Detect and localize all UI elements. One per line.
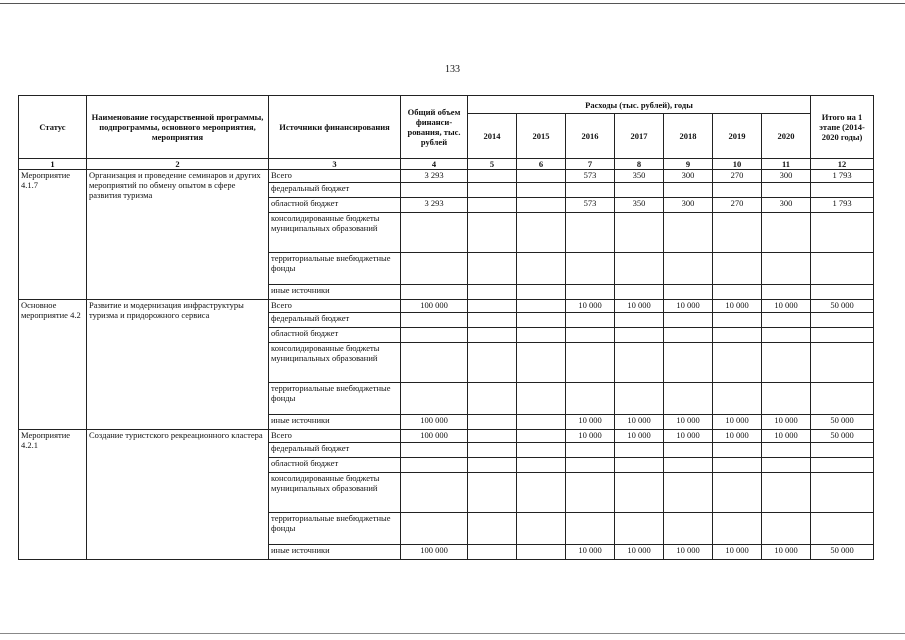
cell-year-value: 350 <box>615 170 664 183</box>
cell-total <box>401 183 468 198</box>
cell-year-value <box>517 343 566 383</box>
cell-year-value: 10 000 <box>615 415 664 430</box>
column-index: 5 <box>468 159 517 170</box>
cell-stage-total <box>811 513 874 545</box>
cell-year-value <box>517 430 566 443</box>
cell-year-value <box>517 285 566 300</box>
header-year: 2015 <box>517 114 566 159</box>
cell-stage-total <box>811 343 874 383</box>
funding-source: областной бюджет <box>269 198 401 213</box>
cell-year-value: 10 000 <box>713 545 762 560</box>
cell-year-value: 573 <box>566 198 615 213</box>
cell-year-value <box>762 285 811 300</box>
cell-year-value <box>762 383 811 415</box>
cell-year-value <box>517 313 566 328</box>
cell-year-value <box>566 285 615 300</box>
row-status: Мероприятие 4.1.7 <box>19 170 87 300</box>
cell-year-value <box>713 213 762 253</box>
cell-year-value <box>615 313 664 328</box>
cell-stage-total: 50 000 <box>811 430 874 443</box>
cell-year-value <box>468 198 517 213</box>
cell-year-value: 10 000 <box>762 300 811 313</box>
cell-year-value <box>517 383 566 415</box>
funding-source: территориальные внебюджетные фонды <box>269 383 401 415</box>
row-name: Организация и проведение семинаров и других мероприятий по обмену опытом в сфере развития туризма <box>87 170 269 300</box>
cell-year-value <box>468 443 517 458</box>
cell-year-value <box>566 328 615 343</box>
cell-year-value <box>517 473 566 513</box>
cell-year-value: 10 000 <box>713 300 762 313</box>
cell-total <box>401 513 468 545</box>
cell-year-value <box>517 198 566 213</box>
cell-stage-total: 50 000 <box>811 300 874 313</box>
cell-year-value: 10 000 <box>566 430 615 443</box>
cell-stage-total <box>811 328 874 343</box>
header-stage-total: Итого на 1 этапе (2014-2020 годы) <box>811 96 874 159</box>
header-name: Наименование государственной программы, подпрограммы, основного мероприятия, мероприятия <box>87 96 269 159</box>
cell-year-value: 10 000 <box>615 430 664 443</box>
cell-year-value <box>468 328 517 343</box>
cell-year-value: 10 000 <box>762 545 811 560</box>
cell-year-value <box>566 443 615 458</box>
cell-stage-total: 1 793 <box>811 198 874 213</box>
row-name: Развитие и модернизация инфраструктуры туризма и придорожного сервиса <box>87 300 269 430</box>
header-year: 2018 <box>664 114 713 159</box>
cell-year-value: 300 <box>762 198 811 213</box>
cell-year-value <box>517 545 566 560</box>
cell-year-value <box>713 183 762 198</box>
cell-stage-total: 50 000 <box>811 415 874 430</box>
cell-stage-total <box>811 473 874 513</box>
header-year: 2019 <box>713 114 762 159</box>
cell-year-value <box>615 253 664 285</box>
cell-year-value <box>468 313 517 328</box>
cell-year-value: 270 <box>713 170 762 183</box>
row-status: Основное мероприятие 4.2 <box>19 300 87 430</box>
cell-year-value <box>664 328 713 343</box>
funding-source: территориальные внебюджетные фонды <box>269 513 401 545</box>
cell-total: 100 000 <box>401 545 468 560</box>
cell-year-value <box>468 253 517 285</box>
header-status: Статус <box>19 96 87 159</box>
funding-source: Всего <box>269 430 401 443</box>
cell-year-value: 10 000 <box>713 415 762 430</box>
cell-year-value <box>517 328 566 343</box>
cell-year-value <box>517 253 566 285</box>
cell-total: 100 000 <box>401 415 468 430</box>
cell-year-value <box>468 473 517 513</box>
cell-total <box>401 383 468 415</box>
cell-year-value: 350 <box>615 198 664 213</box>
cell-total <box>401 343 468 383</box>
cell-stage-total: 1 793 <box>811 170 874 183</box>
cell-year-value: 10 000 <box>566 300 615 313</box>
cell-year-value <box>762 253 811 285</box>
cell-year-value: 10 000 <box>664 300 713 313</box>
cell-year-value: 10 000 <box>615 300 664 313</box>
cell-year-value <box>468 300 517 313</box>
funding-source: федеральный бюджет <box>269 313 401 328</box>
cell-year-value <box>468 430 517 443</box>
cell-year-value: 300 <box>664 198 713 213</box>
cell-year-value <box>468 545 517 560</box>
header-year: 2016 <box>566 114 615 159</box>
funding-source: иные источники <box>269 545 401 560</box>
cell-year-value: 10 000 <box>762 415 811 430</box>
cell-year-value: 10 000 <box>762 430 811 443</box>
column-index: 9 <box>664 159 713 170</box>
cell-year-value <box>615 183 664 198</box>
cell-year-value <box>713 458 762 473</box>
cell-year-value <box>713 343 762 383</box>
column-index: 3 <box>269 159 401 170</box>
column-index: 12 <box>811 159 874 170</box>
cell-year-value <box>566 458 615 473</box>
cell-total <box>401 253 468 285</box>
header-total: Общий объем финанси-рования, тыс. рублей <box>401 96 468 159</box>
cell-year-value: 10 000 <box>664 430 713 443</box>
funding-source: Всего <box>269 170 401 183</box>
funding-source: консолидированные бюджеты муниципальных образований <box>269 473 401 513</box>
cell-stage-total: 50 000 <box>811 545 874 560</box>
cell-year-value <box>762 343 811 383</box>
cell-year-value <box>615 343 664 383</box>
cell-year-value <box>762 443 811 458</box>
cell-year-value <box>664 513 713 545</box>
cell-year-value: 10 000 <box>664 415 713 430</box>
cell-year-value: 573 <box>566 170 615 183</box>
column-index: 7 <box>566 159 615 170</box>
bottom-scan-border <box>0 633 905 634</box>
table-body <box>19 170 874 560</box>
cell-year-value <box>664 443 713 458</box>
cell-total <box>401 443 468 458</box>
cell-year-value <box>566 383 615 415</box>
cell-year-value <box>468 383 517 415</box>
cell-year-value <box>664 383 713 415</box>
cell-year-value <box>713 328 762 343</box>
cell-year-value: 10 000 <box>664 545 713 560</box>
cell-total: 100 000 <box>401 430 468 443</box>
cell-year-value <box>517 170 566 183</box>
cell-total <box>401 213 468 253</box>
cell-year-value <box>566 253 615 285</box>
cell-year-value <box>713 383 762 415</box>
cell-year-value <box>615 285 664 300</box>
cell-year-value <box>615 473 664 513</box>
cell-stage-total <box>811 383 874 415</box>
cell-year-value <box>664 213 713 253</box>
cell-year-value: 10 000 <box>713 430 762 443</box>
table-row <box>19 170 874 183</box>
funding-table <box>18 95 874 560</box>
cell-year-value <box>615 513 664 545</box>
cell-year-value <box>517 183 566 198</box>
cell-year-value <box>468 285 517 300</box>
cell-year-value <box>517 513 566 545</box>
cell-stage-total <box>811 253 874 285</box>
cell-year-value <box>664 343 713 383</box>
cell-year-value <box>615 328 664 343</box>
cell-year-value <box>566 473 615 513</box>
cell-year-value <box>713 513 762 545</box>
cell-year-value <box>566 513 615 545</box>
cell-year-value <box>713 285 762 300</box>
page-number: 133 <box>445 64 460 75</box>
funding-source: консолидированные бюджеты муниципальных образований <box>269 213 401 253</box>
header-expenses: Расходы (тыс. рублей), годы <box>468 96 811 114</box>
cell-year-value: 270 <box>713 198 762 213</box>
funding-source: Всего <box>269 300 401 313</box>
cell-total: 3 293 <box>401 170 468 183</box>
cell-year-value <box>517 458 566 473</box>
cell-year-value <box>566 183 615 198</box>
cell-year-value <box>664 458 713 473</box>
cell-year-value <box>762 513 811 545</box>
cell-year-value <box>664 313 713 328</box>
cell-year-value <box>664 285 713 300</box>
funding-source: иные источники <box>269 285 401 300</box>
top-scan-border <box>0 3 905 4</box>
cell-year-value <box>615 213 664 253</box>
cell-year-value <box>517 300 566 313</box>
cell-total: 3 293 <box>401 198 468 213</box>
cell-year-value <box>468 183 517 198</box>
cell-year-value <box>468 415 517 430</box>
column-index: 10 <box>713 159 762 170</box>
cell-year-value <box>566 213 615 253</box>
cell-year-value <box>615 383 664 415</box>
cell-year-value <box>713 443 762 458</box>
cell-year-value <box>713 313 762 328</box>
cell-year-value <box>615 458 664 473</box>
header-year: 2017 <box>615 114 664 159</box>
cell-year-value <box>468 458 517 473</box>
column-index-row <box>19 159 874 170</box>
funding-source: федеральный бюджет <box>269 443 401 458</box>
column-index: 1 <box>19 159 87 170</box>
cell-year-value: 10 000 <box>566 415 615 430</box>
header-sources: Источники финансирования <box>269 96 401 159</box>
cell-year-value <box>713 473 762 513</box>
cell-year-value <box>517 213 566 253</box>
cell-year-value <box>762 183 811 198</box>
cell-stage-total <box>811 443 874 458</box>
cell-year-value <box>468 213 517 253</box>
cell-year-value <box>468 343 517 383</box>
cell-year-value <box>566 313 615 328</box>
cell-year-value <box>517 443 566 458</box>
cell-stage-total <box>811 183 874 198</box>
funding-source: территориальные внебюджетные фонды <box>269 253 401 285</box>
cell-year-value <box>762 458 811 473</box>
cell-year-value <box>762 473 811 513</box>
cell-year-value <box>762 213 811 253</box>
header-year: 2014 <box>468 114 517 159</box>
cell-year-value: 300 <box>664 170 713 183</box>
table-row <box>19 300 874 313</box>
cell-year-value <box>762 313 811 328</box>
cell-year-value <box>615 443 664 458</box>
cell-stage-total <box>811 313 874 328</box>
cell-year-value: 10 000 <box>566 545 615 560</box>
cell-year-value <box>664 183 713 198</box>
funding-source: иные источники <box>269 415 401 430</box>
cell-total <box>401 328 468 343</box>
column-index: 4 <box>401 159 468 170</box>
cell-year-value <box>468 170 517 183</box>
cell-total <box>401 313 468 328</box>
funding-source: консолидированные бюджеты муниципальных образований <box>269 343 401 383</box>
cell-stage-total <box>811 285 874 300</box>
column-index: 11 <box>762 159 811 170</box>
cell-total: 100 000 <box>401 300 468 313</box>
column-index: 8 <box>615 159 664 170</box>
cell-year-value <box>517 415 566 430</box>
funding-source: областной бюджет <box>269 458 401 473</box>
header-year: 2020 <box>762 114 811 159</box>
cell-year-value <box>713 253 762 285</box>
column-index: 2 <box>87 159 269 170</box>
cell-year-value <box>664 253 713 285</box>
cell-total <box>401 458 468 473</box>
row-name: Создание туристского рекреационного кластера <box>87 430 269 560</box>
cell-total <box>401 285 468 300</box>
cell-stage-total <box>811 213 874 253</box>
cell-total <box>401 473 468 513</box>
funding-source: областной бюджет <box>269 328 401 343</box>
funding-source: федеральный бюджет <box>269 183 401 198</box>
cell-year-value: 300 <box>762 170 811 183</box>
cell-stage-total <box>811 458 874 473</box>
cell-year-value: 10 000 <box>615 545 664 560</box>
row-status: Мероприятие 4.2.1 <box>19 430 87 560</box>
cell-year-value <box>664 473 713 513</box>
column-index: 6 <box>517 159 566 170</box>
cell-year-value <box>762 328 811 343</box>
cell-year-value <box>468 513 517 545</box>
table-row <box>19 430 874 443</box>
cell-year-value <box>566 343 615 383</box>
